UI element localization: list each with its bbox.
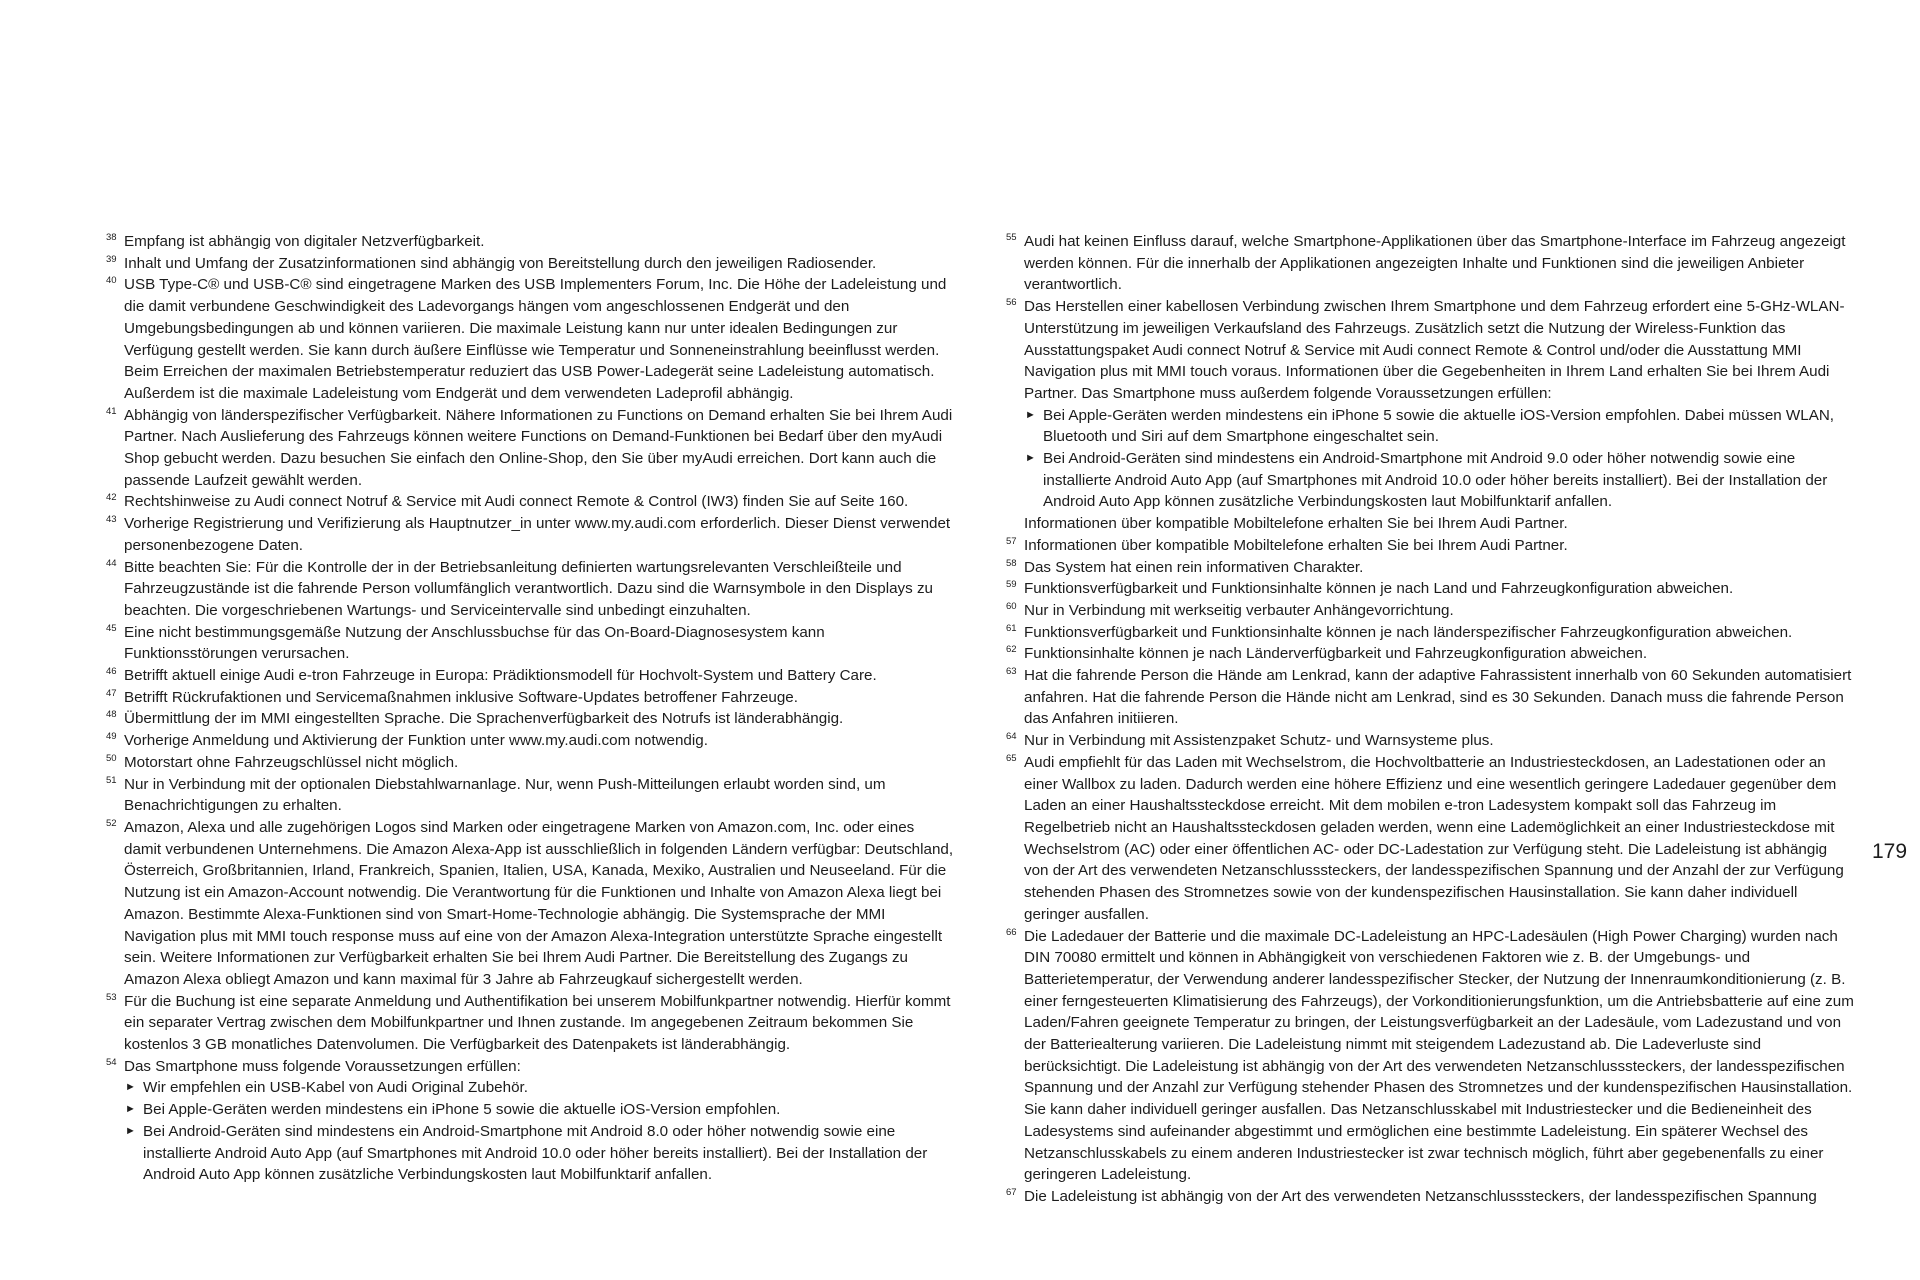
footnote-text: Inhalt und Umfang der Zusatzinformationen sind abhängig von Bereitstellung durch den jeweiligen Radiosender. xyxy=(124,254,877,272)
bullet-arrow-icon: ► xyxy=(125,1081,136,1094)
footnote-text: Vorherige Anmeldung und Aktivierung der Funktion unter www.my.audi.com notwendig. xyxy=(124,732,708,750)
footnote-41 xyxy=(106,405,954,492)
footnote-number: 38 xyxy=(106,232,117,243)
footnote-text-continued: Informationen über kompatible Mobiltelefone erhalten Sie bei Ihrem Audi Partner. xyxy=(1024,515,1568,533)
bullet-arrow-icon: ► xyxy=(1025,452,1036,465)
footnote-40 xyxy=(106,274,954,404)
footnote-number: 41 xyxy=(106,405,117,417)
footnote-number: 40 xyxy=(106,275,117,287)
footnote-45 xyxy=(106,622,954,665)
footnote-number: 61 xyxy=(1006,622,1017,634)
footnote-number: 52 xyxy=(106,817,117,829)
footnote-number: 59 xyxy=(1006,579,1017,591)
footnote-number: 64 xyxy=(1006,731,1017,743)
footnote-number: 67 xyxy=(1006,1186,1017,1198)
bullet-arrow-icon: ► xyxy=(1025,408,1036,421)
footnote-number: 62 xyxy=(1006,644,1017,656)
bullet-arrow-icon: ► xyxy=(125,1124,136,1137)
footnote-58 xyxy=(1006,557,1854,579)
footnote-59 xyxy=(1006,578,1854,600)
footnote-number: 57 xyxy=(1006,535,1017,547)
footnote-number: 65 xyxy=(1006,752,1017,764)
footnote-66 xyxy=(1006,926,1854,1186)
bullet-item xyxy=(124,1077,954,1099)
footnote-text: Motorstart ohne Fahrzeugschlüssel nicht möglich. xyxy=(124,753,459,771)
footnote-text: Vorherige Registrierung und Verifizierung als Hauptnutzer_in unter www.my.audi.com erforderlich. Dieser Dienst verwendet personenbezogene Daten. xyxy=(124,515,951,554)
footnote-text: Audi hat keinen Einfluss darauf, welche Smartphone-Applikationen über das Smartphone-Interface im Fahrzeug angezeigt werden können. Für die innerhalb der Applikationen angezeigten Inhalte und Funktionen sind die jeweiligen Anbieter verantwortlich. xyxy=(1024,233,1846,294)
footnote-56 xyxy=(1006,296,1854,535)
footnote-number: 53 xyxy=(106,991,117,1003)
bullet-text: Bei Android-Geräten sind mindestens ein Android-Smartphone mit Android 8.0 oder höher notwendig sowie eine installierte Android Auto App (auf Smartphones mit Android 10.0 oder höher bereits installiert). Bei der Installation der Android Auto App können zusätzliche Verbindungskosten laut Mobilfunktarif anfallen. xyxy=(143,1122,928,1184)
footnote-text: Nur in Verbindung mit Assistenzpaket Schutz- und Warnsysteme plus. xyxy=(1024,732,1494,750)
footnote-46 xyxy=(106,665,954,687)
bullet-text: Bei Apple-Geräten werden mindestens ein iPhone 5 sowie die aktuelle iOS-Version empfohlen. xyxy=(143,1101,781,1119)
footnote-number: 51 xyxy=(106,774,117,786)
bullet-item xyxy=(1024,448,1854,513)
footnote-50 xyxy=(106,752,954,774)
bullet-arrow-icon: ► xyxy=(125,1103,136,1116)
bullet-text: Bei Android-Geräten sind mindestens ein Android-Smartphone mit Android 9.0 oder höher notwendig sowie eine installierte Android Auto App (auf Smartphones mit Android 10.0 oder höher bereits installiert). Bei der Installation der Android Auto App können zusätzliche Verbindungskosten laut Mobilfunktarif anfallen. xyxy=(1043,450,1828,511)
footnote-number: 43 xyxy=(106,514,117,526)
footnote-number: 50 xyxy=(106,752,117,764)
footnote-text: Die Ladedauer der Batterie und die maximale DC-Ladeleistung an HPC-Ladesäulen (High Power Charging) wurden nach DIN 70080 ermittelt und können in Abhängigkeit von verschiedenen Faktoren wie z. B. der Umgebungs- und Batterietemperatur, der Verwendung anderer landesspezifischer Stecker, der Nutzung der Innenraumkonditionierung (z. B. einer ferngesteuerten Klimatisierung des Fahrzeugs), der Vorkonditionierungsfunktion, um die Antriebsbatterie auf eine zum Laden/Fahren geeignete Temperatur zu bringen, der Leistungsverfügbarkeit an der Ladesäule, vom Ladezustand und von der Batteriealterung variieren. Die Ladeleistung nimmt mit steigendem Ladezustand ab. Die Ladeverluste sind berücksichtigt. Die Ladeleistung ist abhängig von der Art des verwendeten Netzanschlusssteckers, der landesspezifischen Spannung und der Anzahl zur Verfügung stehender Phasen des Stromnetzes und der kundenspezifischen Hausinstallation. Sie kann daher individuell geringer ausfallen. Das Netzanschlusskabel mit Industriestecker und die Bedieneinheit des Ladesystems sind aufeinander abgestimmt und ermöglichen eine bestimmte Ladeleistung. Ein späterer Wechsel des Netzanschlusskabels zu einem anderen Industriestecker ist zwar technisch möglich, führt aber gegebenenfalls zu einer geringeren Ladeleistung. xyxy=(1024,927,1854,1184)
footnote-number: 46 xyxy=(106,666,117,678)
footnote-text: Nur in Verbindung mit der optionalen Diebstahlwarnanlage. Nur, wenn Push-Mitteilungen erlaubt worden sind, um Benachrichtigungen zu erhalten. xyxy=(124,775,886,815)
footnote-number: 44 xyxy=(106,557,117,569)
footnote-57 xyxy=(1006,535,1854,557)
footnote-text: Informationen über kompatible Mobiltelefone erhalten Sie bei Ihrem Audi Partner. xyxy=(1024,536,1568,554)
footnote-49 xyxy=(106,730,954,752)
footnote-48 xyxy=(106,708,954,730)
footnote-number: 49 xyxy=(106,731,117,743)
footnotes-left-column xyxy=(106,231,954,1186)
footnote-42 xyxy=(106,491,954,513)
footnote-text: Betrifft Rückrufaktionen und Servicemaßnahmen inklusive Software-Updates betroffener Fahrzeuge. xyxy=(124,688,798,706)
footnote-54 xyxy=(106,1056,954,1186)
footnote-text: Bitte beachten Sie: Für die Kontrolle der in der Betriebsanleitung definierten wartungsrelevanten Verschleißteile und Fahrzeugzustände ist die fahrende Person vollumfänglich verantwortlich. Dazu sind die Warnsymbole in den Displays zu beachten. Die vorgeschriebenen Wartungs- und Serviceintervalle sind unbedingt einzuhalten. xyxy=(124,558,934,619)
footnote-number: 63 xyxy=(1006,666,1017,678)
footnote-text: Funktionsinhalte können je nach Länderverfügbarkeit und Fahrzeugkonfiguration abweichen. xyxy=(1024,645,1648,663)
footnote-text: Betrifft aktuell einige Audi e-tron Fahrzeuge in Europa: Prädiktionsmodell für Hochvolt-System und Battery Care. xyxy=(124,667,877,685)
footnote-53 xyxy=(106,991,954,1056)
footnote-text: Für die Buchung ist eine separate Anmeldung und Authentifikation bei unserem Mobilfunkpartner notwendig. Hierfür kommt ein separater Vertrag zwischen dem Mobilfunkpartner und Ihnen zustande. Im angegebenen Zeitraum bekommen Sie kostenlos 3 GB monatliches Datenvolumen. Die Verfügbarkeit des Datenpakets ist länderabhängig. xyxy=(124,992,951,1054)
footnote-text: Eine nicht bestimmungsgemäße Nutzung der Anschlussbuchse für das On-Board-Diagnosesystem kann Funktionsstörungen verursachen. xyxy=(124,623,825,663)
footnote-text: Hat die fahrende Person die Hände am Lenkrad, kann der adaptive Fahrassistent innerhalb von 60 Sekunden automatisiert anfahren. Hat die fahrende Person die Hände nicht am Lenkrad, sind es 30 Sekunden. Danach muss die fahrende Person das Anfahren initiieren. xyxy=(1024,667,1852,728)
footnote-text: Amazon, Alexa und alle zugehörigen Logos sind Marken oder eingetragene Marken von Amazon.com, Inc. oder eines damit verbundenen Unternehmens. Die Amazon Alexa-App ist ausschließlich in folgenden Ländern verfügbar: Deutschland, Österreich, Großbritannien, Irland, Frankreich, Spanien, Italien, USA, Kanada, Mexiko, Australien und Neuseeland. Für die Nutzung ist ein Amazon-Account notwendig. Die Verantwortung für die Funktionen und Inhalte von Amazon Alexa liegt bei Amazon. Bestimmte Alexa-Funktionen sind von Smart-Home-Technologie abhängig. Die Systemsprache der MMI Navigation plus mit MMI touch response muss auf eine von der Amazon Alexa-Integration unterstützte Sprache eingestellt sein. Weitere Informationen zur Verfügbarkeit erhalten Sie bei Ihrem Audi Partner. Die Bereitstellung des Zugangs zu Amazon Alexa obliegt Amazon und kann maximal für 3 Jahre ab Fahrzeugkauf sichergestellt werden. xyxy=(124,818,954,988)
footnote-text: Übermittlung der im MMI eingestellten Sprache. Die Sprachenverfügbarkeit des Notrufs ist länderabhängig. xyxy=(124,710,844,728)
footnote-text: Nur in Verbindung mit werkseitig verbauter Anhängevorrichtung. xyxy=(1024,601,1454,619)
footnote-38 xyxy=(106,231,954,253)
footnote-text: Das System hat einen rein informativen Charakter. xyxy=(1024,558,1364,576)
footnote-51 xyxy=(106,774,954,817)
footnote-65 xyxy=(1006,752,1854,926)
footnote-52 xyxy=(106,817,954,991)
footnote-number: 54 xyxy=(106,1056,117,1068)
footnote-text: Rechtshinweise zu Audi connect Notruf & Service mit Audi connect Remote & Control (IW3) finden Sie auf Seite 160. xyxy=(124,493,909,511)
footnote-number: 48 xyxy=(106,709,117,721)
footnote-text: Empfang ist abhängig von digitaler Netzverfügbarkeit. xyxy=(124,233,485,250)
footnote-63 xyxy=(1006,665,1854,730)
footnote-43 xyxy=(106,513,954,556)
footnote-67 xyxy=(1006,1186,1854,1208)
footnote-text: Das Herstellen einer kabellosen Verbindung zwischen Ihrem Smartphone und dem Fahrzeug erfordert eine 5-GHz-WLAN-Unterstützung im jeweiligen Verkaufsland des Fahrzeugs. Zusätzlich setzt die Nutzung der Wireless-Funktion das Ausstattungspaket Audi connect Notruf & Service mit Audi connect Remote & Control und/oder die Ausstattung MMI Navigation plus mit MMI touch voraus. Informationen über die Gegebenheiten in Ihrem Land erhalten Sie bei Ihrem Audi Partner. Das Smartphone muss außerdem folgende Voraussetzungen erfüllen: xyxy=(1024,298,1845,402)
footnote-64 xyxy=(1006,730,1854,752)
footnote-text: Funktionsverfügbarkeit und Funktionsinhalte können je nach länderspezifischer Fahrzeugkonfiguration abweichen. xyxy=(1024,623,1793,641)
footnotes-right-column xyxy=(1006,231,1854,1208)
footnote-47 xyxy=(106,687,954,709)
footnote-number: 42 xyxy=(106,492,117,504)
footnote-text: Audi empfiehlt für das Laden mit Wechselstrom, die Hochvoltbatterie an Industriesteckdosen, an Ladestationen oder an einer Wallbox zu laden. Dadurch werden eine höhere Effizienz und eine wesentlich geringere Ladedauer gegenüber dem Laden an einer Haushaltssteckdose erreicht. Mit dem mobilen e-tron Ladesystem kompakt soll das Fahrzeug im Regelbetrieb nicht an Haushaltssteckdosen geladen werden, wenn eine Lademöglichkeit an einer Industriesteckdose mit Wechselstrom (AC) oder einer öffentlichen AC- oder DC-Ladestation zur Verfügung steht. Die Ladeleistung ist abhängig von der Art des verwendeten Netzanschlusssteckers, der landesspezifischen Spannung und der Anzahl der zur Verfügung stehenden Phasen des Stromnetzes sowie von der kundenspezifischen Hausinstallation. Sie kann daher individuell geringer ausfallen. xyxy=(1024,753,1844,923)
footnote-number: 55 xyxy=(1006,232,1017,243)
footnote-60 xyxy=(1006,600,1854,622)
footnote-text: Die Ladeleistung ist abhängig von der Art des verwendeten Netzanschlusssteckers, der landesspezifischen Spannung xyxy=(1024,1187,1817,1205)
bullet-text: Wir empfehlen ein USB-Kabel von Audi Original Zubehör. xyxy=(143,1079,528,1097)
footnote-55 xyxy=(1006,231,1854,296)
footnote-text: Funktionsverfügbarkeit und Funktionsinhalte können je nach Land und Fahrzeugkonfiguration abweichen. xyxy=(1024,580,1734,598)
footnote-number: 58 xyxy=(1006,557,1017,569)
bullet-item xyxy=(1024,405,1854,448)
footnote-number: 60 xyxy=(1006,600,1017,612)
footnote-number: 47 xyxy=(106,687,117,699)
footnote-44 xyxy=(106,557,954,622)
footnote-text: Abhängig von länderspezifischer Verfügbarkeit. Nähere Informationen zu Functions on Demand erhalten Sie bei Ihrem Audi Partner. Nach Auslieferung des Fahrzeugs können weitere Functions on Demand-Funktionen bei Bedarf über den myAudi Shop gebucht werden. Dazu besuchen Sie einfach den Online-Shop, den Sie über myAudi erreichen. Dort kann auch die passende Laufzeit gewählt werden. xyxy=(124,406,953,489)
bullet-item xyxy=(124,1099,954,1121)
footnote-text: Das Smartphone muss folgende Voraussetzungen erfüllen: xyxy=(124,1057,521,1075)
bullet-item xyxy=(124,1121,954,1186)
page-number: 179 xyxy=(1872,840,1908,863)
footnote-number: 45 xyxy=(106,622,117,634)
footnote-62 xyxy=(1006,643,1854,665)
footnote-61 xyxy=(1006,622,1854,644)
footnote-text: USB Type-C® und USB-C® sind eingetragene Marken des USB Implementers Forum, Inc. Die Höhe der Ladeleistung und die damit verbundene Geschwindigkeit des Ladevorgangs hängen vom angeschlossenen Endgerät und den Umgebungsbedingungen ab und können variieren. Die maximale Leistung kann nur unter idealen Bedingungen zur Verfügung gestellt werden. Sie kann durch äußere Einflüsse wie Temperatur und Sonneneinstrahlung beeinflusst werden. Beim Erreichen der maximalen Betriebstemperatur reduziert das USB Power-Ladegerät seine Ladeleistung automatisch. Außerdem ist die maximale Ladeleistung vom Endgerät und dem verwendeten Ladeprofil abhängig. xyxy=(124,276,947,402)
footnote-number: 66 xyxy=(1006,926,1017,938)
footnote-number: 56 xyxy=(1006,297,1017,309)
footnote-39 xyxy=(106,253,954,275)
bullet-text: Bei Apple-Geräten werden mindestens ein iPhone 5 sowie die aktuelle iOS-Version empfohlen. Dabei müssen WLAN, Bluetooth und Siri auf dem Smartphone eingeschaltet sein. xyxy=(1043,406,1835,446)
footnote-number: 39 xyxy=(106,253,117,265)
